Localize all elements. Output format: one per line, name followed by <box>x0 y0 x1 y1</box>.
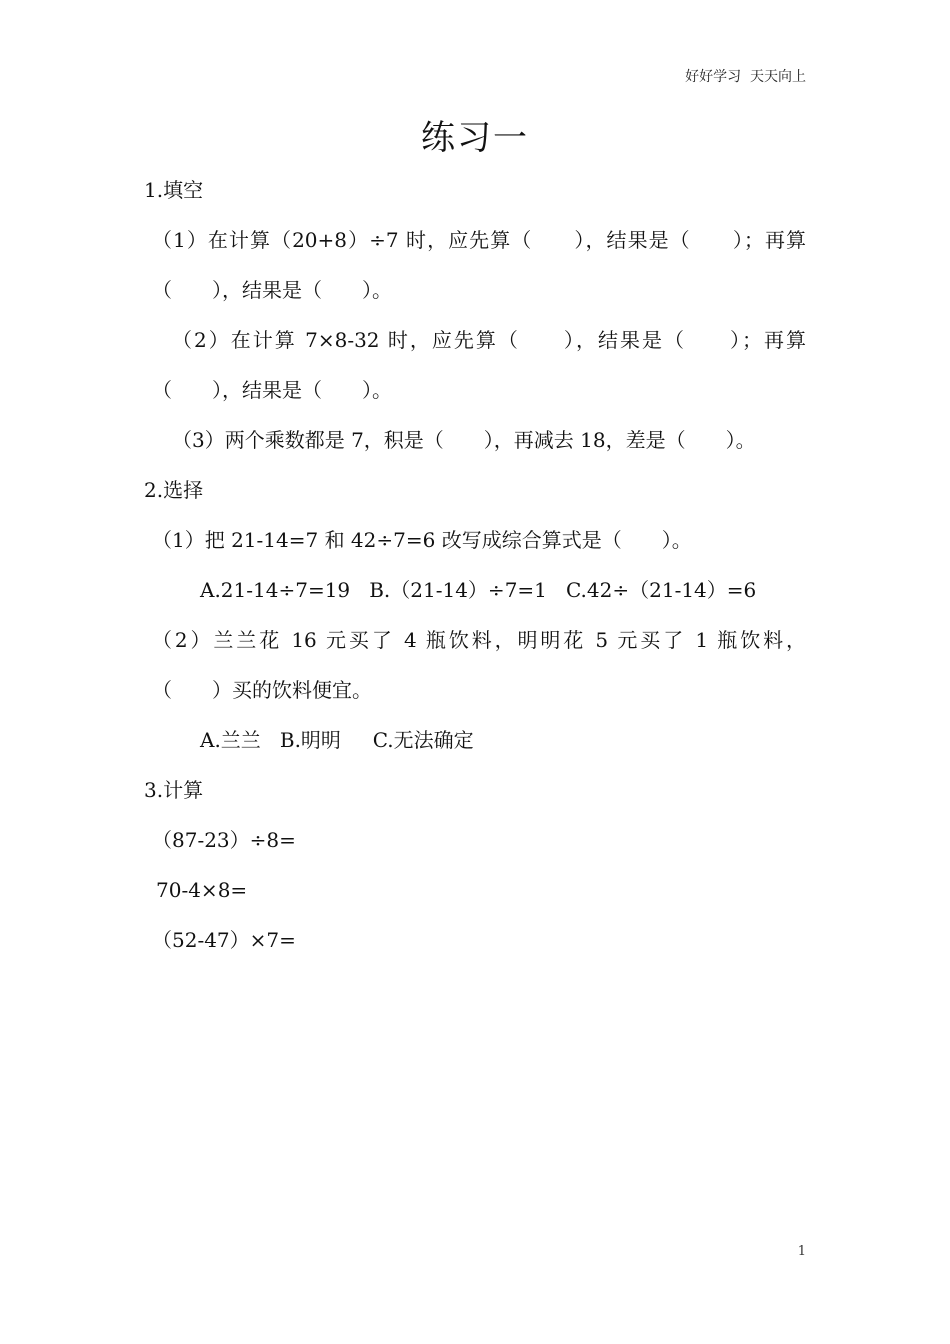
fill-question-1-line-1: （1）在计算（20+8）÷7 时，应先算（ ），结果是（ ）；再算 <box>152 228 806 252</box>
section-2-heading: 2.选择 <box>144 478 204 502</box>
calc-expression-2: 70-4×8= <box>156 878 248 902</box>
choice-question-1-options: A.21-14÷7=19 B.（21-14）÷7=1 C.42÷（21-14）=6 <box>200 578 757 602</box>
choice-question-2-line-1: （2）兰兰花 16 元买了 4 瓶饮料，明明花 5 元买了 1 瓶饮料， <box>152 628 806 652</box>
calc-expression-1: （87-23）÷8= <box>152 828 296 852</box>
section-3-heading: 3.计算 <box>144 778 204 802</box>
page-title: 练习一 <box>421 118 529 158</box>
choice-question-2-options: A.兰兰 B.明明 C.无法确定 <box>200 728 474 752</box>
section-1-heading: 1.填空 <box>144 178 204 202</box>
calc-expression-3: （52-47）×7= <box>152 928 296 952</box>
fill-question-1-line-2: （ ），结果是（ ）。 <box>152 278 392 302</box>
fill-question-3: （3）两个乘数都是 7，积是（ ），再减去 18，差是（ ）。 <box>172 428 756 452</box>
choice-question-1: （1）把 21-14=7 和 42÷7=6 改写成综合算式是（ ）。 <box>152 528 692 552</box>
fill-question-2-line-2: （ ），结果是（ ）。 <box>152 378 392 402</box>
page-number: 1 <box>797 1244 806 1259</box>
fill-question-2-line-1: （2）在计算 7×8-32 时，应先算（ ），结果是（ ）；再算 <box>172 328 806 352</box>
header-slogan: 好好学习 天天向上 <box>685 69 806 85</box>
choice-question-2-line-2: （ ）买的饮料便宜。 <box>152 678 372 702</box>
